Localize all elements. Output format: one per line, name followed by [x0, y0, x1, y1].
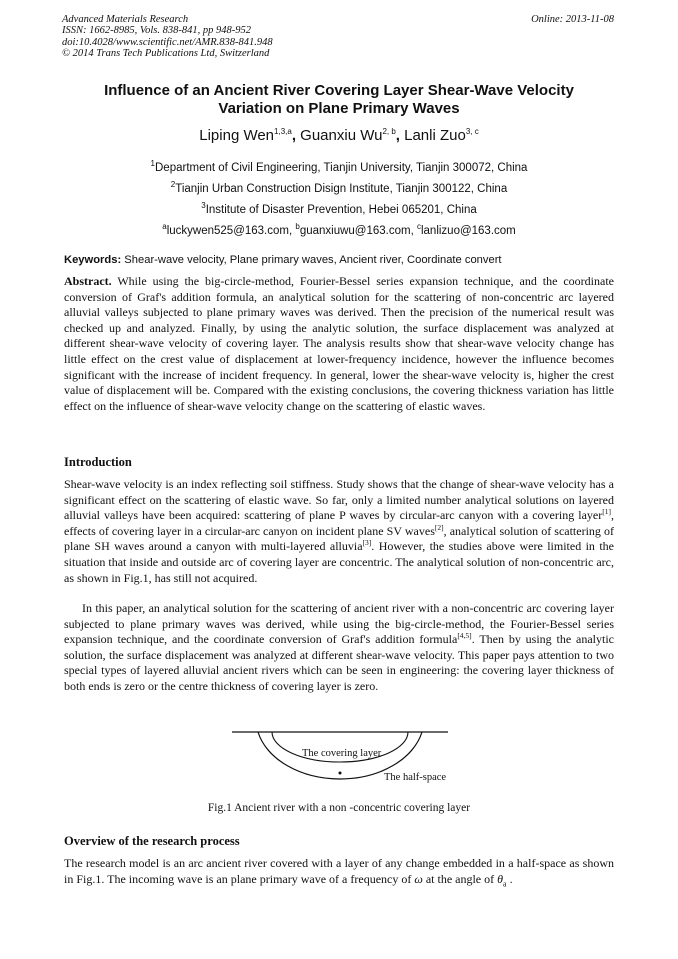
journal-name: Advanced Materials Research: [62, 14, 189, 25]
arc-center-point: [339, 772, 342, 775]
intro-paragraph-1: [64, 477, 614, 586]
intro-text: In this paper, an analytical solution for the scattering of ancient river with a non-concentric arc covering layer subjected to plane primary waves was derived, while using the big-circle-method, the Fourier-Bessel series expansion technique, and the coordinate conversion of Graf's addition formula: [64, 601, 614, 647]
issn-line: ISSN: 1662-8985, Vols. 838-841, pp 948-952: [62, 25, 251, 37]
email-address: lanlizuo@163.com: [420, 224, 516, 237]
overview-text: .: [506, 871, 513, 886]
intro-paragraph-2: [64, 601, 614, 695]
affiliation-mark: 3: [201, 201, 206, 210]
intro-text: , analytical solution of scattering of plane SH waves around a canyon with multi-layered alluvia: [64, 523, 615, 554]
email-mark: b: [295, 222, 300, 231]
email-line: [40, 220, 638, 238]
author-affiliation-mark: 3, c: [465, 127, 479, 136]
affiliation-3: [40, 199, 638, 217]
affiliation-text: Department of Civil Engineering, Tianjin University, Tianjin 300072, China: [155, 161, 528, 174]
covering-layer-label: The covering layer: [302, 748, 382, 759]
half-space-label: The half-space: [384, 772, 447, 783]
abstract: [64, 274, 614, 414]
figure-1-diagram: [228, 726, 452, 802]
keywords: [64, 254, 616, 266]
affiliation-mark: 1: [150, 159, 155, 168]
introduction-heading: Introduction: [64, 455, 132, 469]
affiliation-mark: 2: [170, 180, 176, 189]
keywords-text: Shear-wave velocity, Plane primary waves, Ancient river, Coordinate convert: [121, 254, 502, 266]
figure-1-caption: Fig.1 Ancient river with a non -concentric covering layer: [207, 802, 471, 814]
citation: [2]: [434, 522, 444, 532]
intro-text: . However, the studies above were limited in the situation that inside and outside arc of covering layer are concentric. The analytical solution of non-concentric arc, as shown in Fig.1, has still not acquired.: [64, 539, 615, 585]
title-line-2: Variation on Plane Primary Waves: [218, 100, 460, 117]
affiliation-2: [40, 178, 638, 196]
overview-paragraph: [64, 856, 614, 892]
author-separator: ,: [395, 127, 405, 144]
email-mark: c: [416, 222, 421, 231]
doi-line: doi:10.4028/www.scientific.net/AMR.838-841.948: [62, 36, 273, 48]
overview-heading: Overview of the research process: [64, 834, 240, 848]
keywords-label: Keywords:: [64, 254, 122, 266]
abstract-text: While using the big-circle-method, Fourier-Bessel series expansion technique, and the coordinate conversion of Graf's addition formula, an analytical solution for the scattering of non-concentric arc layered alluvial valleys subjected to plane primary waves was derived. Then the precision of the numerical result was checked up and analyzed. Finally, by using the analytic solution, the surface displacement was analyzed at different shear-wave velocity of covering layer. The analysis results show that shear-wave velocity change has little effect on the crest value of displacement at lower-frequency incidence, however the influence becomes significant with the increase of incident frequency. In general, lower the shear-wave velocity is, higher the crest value of displacement will be. Compared with the existing conclusions, the covering thickness variation has little effect on the influence of shear-wave velocity change on the scattering of elastic waves.: [64, 274, 614, 413]
author-name: Guanxiu Wu: [300, 127, 383, 144]
overview-text: The research model is an arc ancient river covered with a layer of any change embedded in a half-space as shown in Fig.1. The incoming wave is an plane primary wave of a frequency of: [64, 856, 614, 886]
author-separator: ,: [291, 127, 301, 144]
citation: [4,5]: [457, 631, 472, 641]
email-address: luckywen525@163.com,: [166, 224, 296, 237]
author-affiliation-mark: 1,3,a: [274, 127, 292, 136]
overview-text: at the angle of: [422, 871, 498, 886]
affiliation-text: Institute of Disaster Prevention, Hebei 065201, China: [205, 203, 477, 216]
citation: [1]: [602, 507, 611, 517]
intro-text: Shear-wave velocity is an index reflecting soil stiffness. Study shows that the change of shear-wave velocity has a significant effect on the scattering of elastic wave. So far, only a limited number analytical solutions on layered alluvial valleys have been acquired: scattering of plane P waves by circular-arc canyon with a covering layer: [64, 477, 614, 523]
theta-subscript: a: [503, 878, 507, 888]
affiliation-text: Tianjin Urban Construction Disign Institute, Tianjin 300122, China: [175, 182, 508, 195]
theta-symbol: θ: [497, 871, 504, 886]
email-mark: a: [162, 222, 167, 231]
affiliation-1: [40, 157, 638, 175]
title-line-1: Influence of an Ancient River Covering Layer Shear-Wave Velocity: [104, 82, 574, 99]
copyright-line: © 2014 Trans Tech Publications Ltd, Switzerland: [62, 47, 270, 59]
paper-title: [70, 82, 608, 118]
author-name: Lanli Zuo: [404, 127, 466, 144]
omega-symbol: ω: [414, 871, 423, 886]
email-address: guanxiuwu@163.com,: [299, 224, 417, 237]
online-date: Online: 2013-11-08: [531, 14, 614, 25]
citation: [3]: [362, 538, 372, 548]
intro-text: . Then by using the analytic solution, the surface displacement was analyzed at different shear-wave velocity. This paper pays attention to two special types of layered alluvial ancient rivers which can be seen in engineering: the covering layer thickness of both ends is zero or the centre thickness of covering layer is zero.: [64, 632, 614, 693]
journal-header: [62, 14, 273, 59]
author-name: Liping Wen: [199, 127, 275, 144]
intro-text: , effects of covering layer in a circular-arc canyon on incident plane SV waves: [64, 508, 614, 538]
abstract-label: Abstract.: [64, 274, 112, 288]
author-affiliation-mark: 2, b: [382, 127, 396, 136]
author-list: [40, 127, 638, 144]
